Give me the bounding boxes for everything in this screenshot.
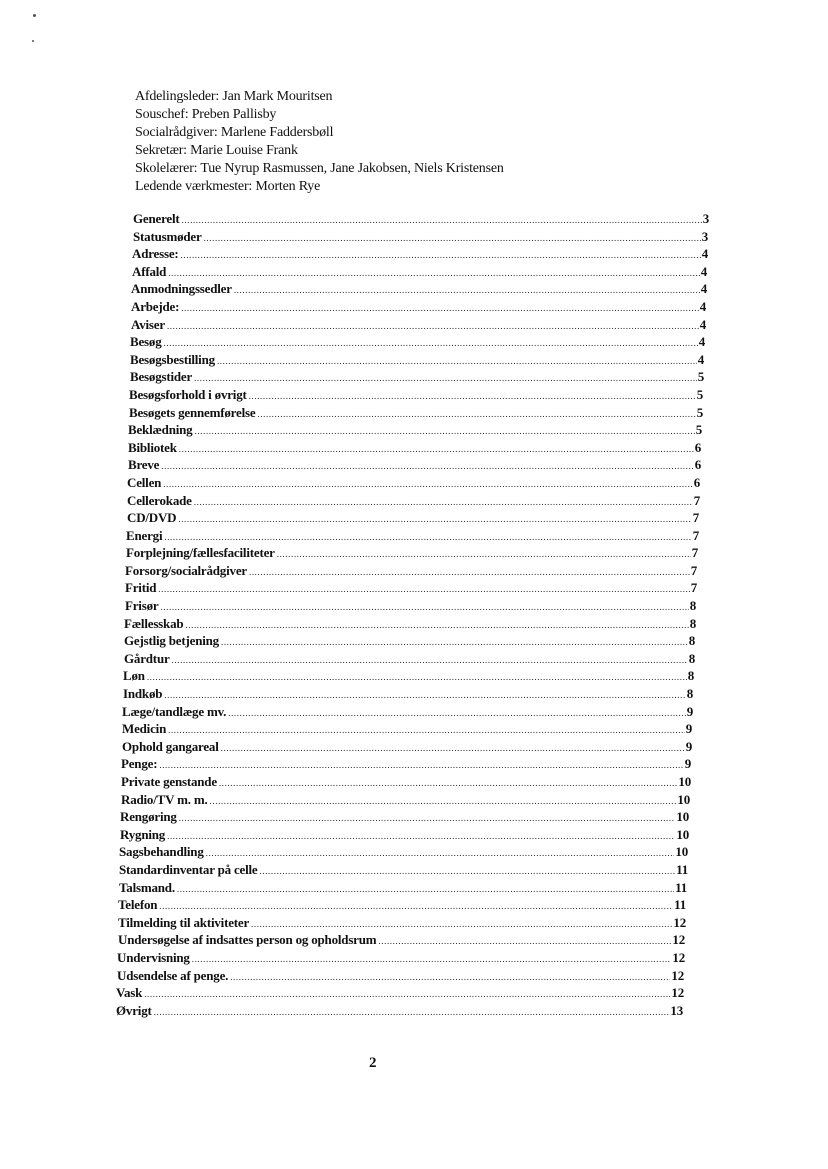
toc-entry-page: 11 [675, 879, 687, 895]
toc-entry-title: Anmodningssedler [131, 281, 232, 297]
toc-entry [117, 967, 684, 985]
staff-line: Skolelærer: Tue Nyrup Rasmussen, Jane Jakobsen, Niels Kristensen [135, 161, 504, 176]
toc-entry-title: CD/DVD [127, 510, 177, 526]
toc-entry [132, 263, 707, 281]
toc-entry-page: 4 [699, 298, 706, 314]
toc-entry-page: 6 [694, 439, 701, 455]
toc-entry-title: Besøg [130, 334, 162, 350]
table-of-contents [0, 210, 828, 1019]
toc-entry-title: Gårdtur [124, 650, 170, 666]
toc-entry-page: 4 [700, 263, 707, 279]
toc-entry [130, 351, 704, 369]
staff-line: Souschef: Preben Pallisby [135, 107, 277, 122]
toc-entry [126, 527, 699, 545]
toc-entry-title: Tilmelding til aktiviteter [118, 914, 250, 930]
toc-entry-page: 3 [701, 228, 708, 244]
toc-entry-title: Forsorg/socialrådgiver [125, 562, 247, 578]
toc-entry [127, 474, 700, 492]
toc-entry [120, 808, 689, 826]
toc-entry [123, 685, 693, 703]
toc-entry-page: 9 [685, 738, 692, 754]
toc-entry-title: Talsmand. [119, 879, 175, 895]
toc-entry-page: 11 [674, 897, 686, 913]
toc-entry-title: Breve [128, 457, 160, 473]
toc-entry [125, 597, 696, 615]
toc-entry [129, 386, 703, 404]
toc-entry-title: Medicin [122, 721, 167, 737]
toc-entry [124, 650, 695, 668]
toc-entry [119, 861, 688, 879]
toc-entry-title: Besøgsbestilling [130, 351, 215, 367]
toc-entry [118, 914, 686, 932]
toc-entry [122, 720, 692, 738]
toc-entry [132, 245, 708, 263]
toc-entry [124, 632, 695, 650]
toc-entry-title: Fritid [125, 580, 157, 596]
toc-entry-page: 5 [696, 404, 703, 420]
staff-line: Socialrådgiver: Marlene Faddersbøll [135, 125, 334, 140]
toc-entry [128, 439, 701, 457]
toc-entry-title: Beklædning [128, 422, 193, 438]
toc-entry-title: Statusmøder [133, 228, 202, 244]
toc-entry-page: 5 [696, 386, 703, 402]
toc-entry [130, 368, 704, 386]
toc-entry-title: Penge: [121, 756, 158, 772]
toc-dot-leader [154, 1004, 670, 1022]
toc-entry-page: 3 [702, 211, 709, 226]
toc-entry [122, 703, 693, 721]
toc-entry-page: 10 [678, 774, 691, 789]
toc-entry-title: Udsendelse af penge. [117, 967, 229, 983]
toc-entry-page: 4 [698, 334, 705, 350]
toc-entry-title: Standardinventar på celle [119, 861, 258, 877]
toc-entry [116, 1002, 683, 1020]
toc-entry-page: 7 [693, 492, 700, 508]
toc-entry-page: 12 [673, 914, 686, 930]
toc-entry-title: Adresse: [132, 246, 179, 262]
toc-entry [119, 843, 688, 861]
toc-entry [128, 421, 702, 439]
toc-entry-title: Undersøgelse af indsattes person og opholdsrum [118, 932, 377, 948]
toc-entry-page: 7 [692, 510, 699, 526]
toc-entry-page: 8 [687, 668, 694, 684]
toc-entry-title: Fællesskab [124, 615, 184, 631]
staff-line: Afdelingsleder: Jan Mark Mouritsen [135, 89, 333, 104]
scan-speck [33, 14, 36, 17]
toc-entry-page: 6 [693, 474, 700, 490]
toc-entry-page: 4 [697, 351, 704, 367]
toc-entry [125, 562, 697, 580]
toc-entry [131, 280, 707, 298]
toc-entry [121, 755, 691, 773]
toc-entry [116, 984, 684, 1002]
toc-entry-title: Besøgets gennemførelse [129, 404, 256, 420]
toc-entry-title: Affald [132, 263, 167, 279]
toc-entry-page: 7 [692, 527, 699, 543]
toc-entry-page: 10 [675, 844, 688, 860]
toc-entry [118, 896, 686, 914]
toc-entry-page: 12 [671, 967, 684, 983]
toc-entry-title: Rygning [120, 826, 166, 842]
toc-entry-page: 5 [697, 369, 704, 385]
toc-entry-title: Aviser [131, 316, 165, 332]
toc-entry-title: Øvrigt [116, 1002, 152, 1018]
toc-entry [117, 949, 685, 967]
toc-entry-title: Indkøb [123, 686, 163, 702]
toc-entry [123, 667, 694, 685]
toc-entry [118, 931, 685, 949]
toc-entry-title: Vask [116, 985, 143, 1001]
staff-list [135, 88, 655, 196]
toc-entry [133, 210, 709, 228]
toc-entry-page: 9 [684, 756, 691, 772]
toc-entry-title: Cellen [127, 474, 162, 490]
toc-entry-title: Sagsbehandling [119, 844, 204, 860]
toc-entry-title: Private genstande [121, 774, 217, 789]
staff-line: Sekretær: Marie Louise Frank [135, 143, 298, 158]
toc-entry [127, 492, 700, 510]
toc-entry-title: Telefon [118, 897, 158, 913]
toc-entry-title: Bibliotek [128, 439, 177, 455]
toc-entry-page: 8 [686, 686, 693, 702]
toc-entry-page: 7 [690, 580, 697, 596]
toc-entry-title: Undervisning [117, 949, 190, 965]
toc-entry-title: Besøgsforhold i øvrigt [129, 386, 247, 402]
toc-entry [131, 298, 706, 316]
toc-entry-page: 10 [676, 809, 689, 825]
toc-entry-page: 12 [672, 949, 685, 965]
toc-entry-title: Løn [123, 668, 145, 684]
toc-entry-page: 4 [699, 316, 706, 332]
toc-entry-title: Forplejning/fællesfaciliteter [126, 545, 275, 561]
toc-entry-page: 6 [694, 457, 701, 473]
toc-entry [128, 456, 701, 474]
toc-entry-title: Arbejde: [131, 298, 180, 314]
toc-entry-title: Frisør [125, 598, 159, 614]
toc-entry-page: 9 [685, 721, 692, 737]
scan-speck [32, 40, 34, 42]
toc-entry-page: 9 [686, 703, 693, 719]
toc-entry [122, 738, 692, 756]
toc-entry-page: 12 [671, 985, 684, 1001]
toc-entry-page: 8 [689, 598, 696, 614]
toc-entry-page: 11 [676, 861, 688, 877]
toc-entry [129, 404, 703, 422]
toc-entry [130, 333, 705, 351]
toc-entry-page: 10 [676, 826, 689, 842]
toc-entry-page: 12 [672, 932, 685, 948]
toc-entry-page: 7 [690, 562, 697, 578]
toc-entry-title: Generelt [133, 211, 180, 226]
toc-entry-title: Ophold gangareal [122, 738, 219, 754]
page-number: 2 [369, 1055, 377, 1071]
toc-entry [126, 544, 698, 562]
toc-entry-page: 10 [677, 791, 690, 807]
toc-entry [133, 228, 708, 246]
toc-entry [125, 579, 697, 597]
toc-entry-title: Besøgstider [130, 369, 193, 385]
toc-entry [121, 791, 690, 809]
toc-entry-title: Læge/tandlæge mv. [122, 703, 227, 719]
toc-entry [119, 879, 687, 897]
toc-entry [124, 615, 696, 633]
toc-entry-title: Rengøring [120, 809, 177, 825]
toc-entry-page: 7 [691, 545, 698, 561]
toc-entry-title: Energi [126, 527, 163, 543]
toc-entry [131, 316, 706, 334]
staff-line: Ledende værkmester: Morten Rye [135, 179, 321, 194]
toc-entry-page: 8 [689, 615, 696, 631]
toc-entry [121, 773, 691, 791]
toc-entry-page: 13 [670, 1002, 683, 1018]
toc-entry-page: 5 [695, 422, 702, 438]
toc-entry-title: Gejstlig betjening [124, 633, 219, 649]
toc-entry-page: 8 [688, 650, 695, 666]
toc-entry [127, 509, 699, 527]
toc-entry-page: 4 [701, 246, 708, 262]
toc-entry-page: 4 [700, 281, 707, 297]
toc-entry-title: Cellerokade [127, 492, 192, 508]
toc-entry [120, 826, 689, 844]
toc-entry-title: Radio/TV m. m. [121, 791, 208, 807]
toc-entry-page: 8 [688, 633, 695, 649]
